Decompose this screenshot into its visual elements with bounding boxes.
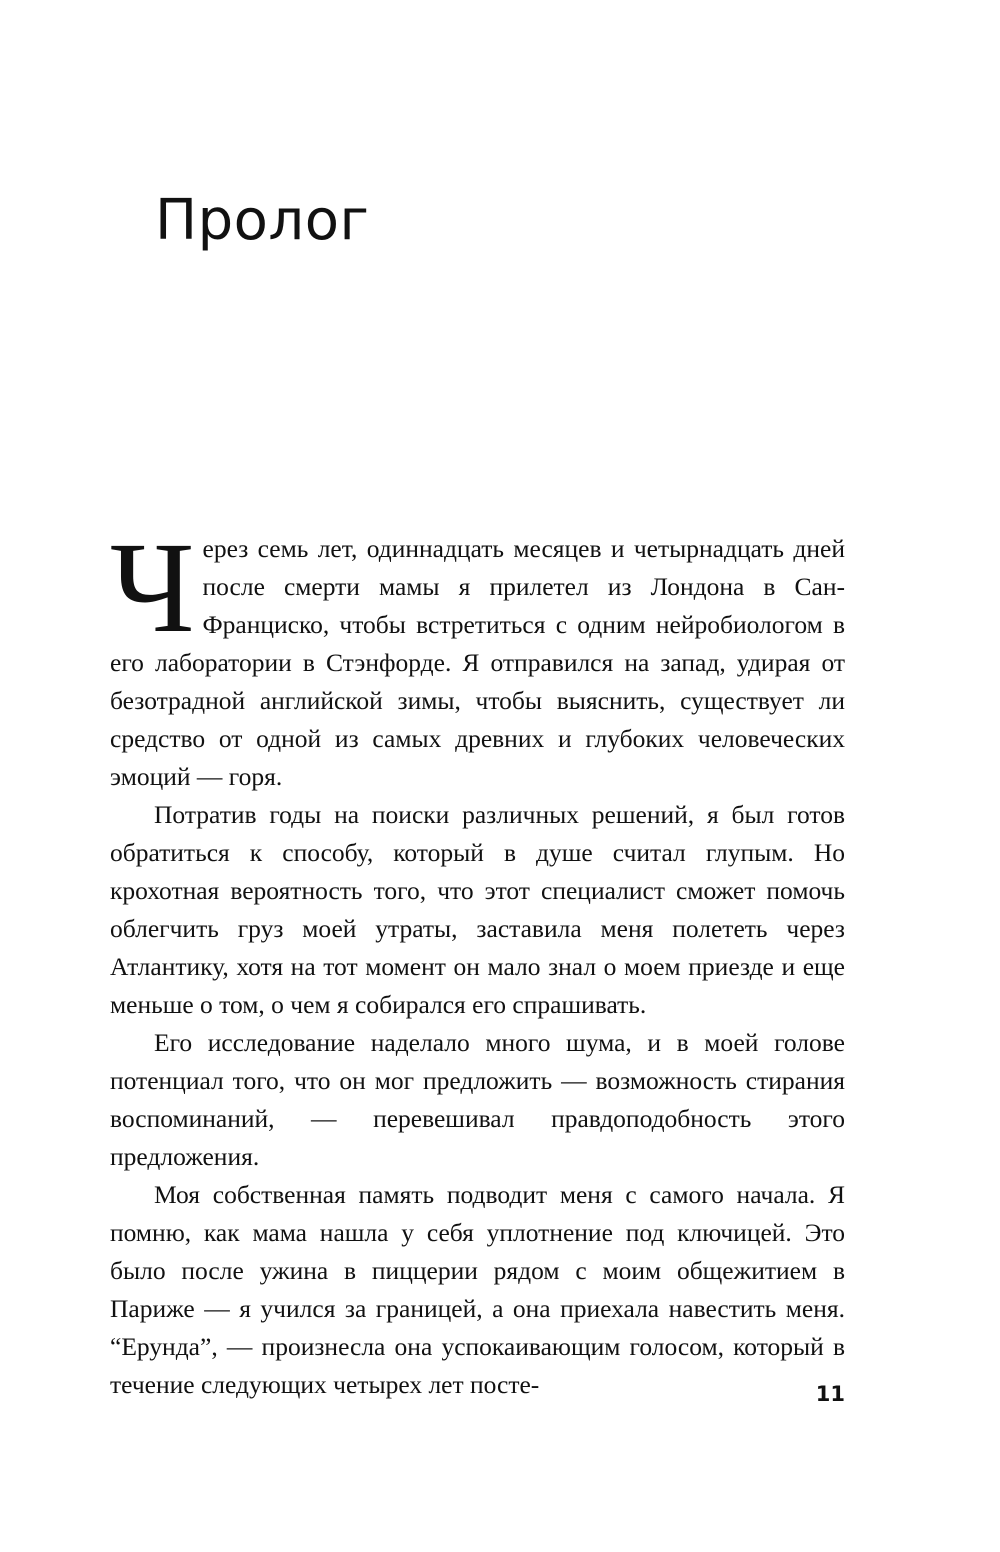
paragraph-1-text: ерез семь лет, одиннадцать месяцев и четырнадцать дней после смерти мамы я прилетел из Лондона в Сан-Франциско, чтобы встретиться с одним нейробиологом в его лаборатории в Стэнфорде. Я отправился на запад, удирая от безотрадной английской зимы, чтобы выяснить, существует ли средство от одной из самых древних и глубоких человеческих эмоций — горя. bbox=[110, 534, 845, 791]
page-number: 11 bbox=[815, 1382, 845, 1406]
paragraph-3 bbox=[110, 1024, 845, 1176]
paragraph-3-text: Его исследование наделало много шума, и в моей голове потенциал того, что он мог предложить — возможность стирания воспоминаний, — перевешивал правдоподобность этого предложения. bbox=[110, 1028, 845, 1171]
drop-cap: Ч bbox=[110, 516, 195, 660]
paragraph-1 bbox=[110, 516, 845, 796]
body-text bbox=[110, 516, 845, 1404]
paragraph-4-text: Моя собственная память подводит меня с самого начала. Я помню, как мама нашла у себя уплотнение под ключицей. Это было после ужина в пиццерии рядом с моим общежитием в Париже — я учился за границей, а она приехала навестить меня. “Ерунда”, — произнесла она успокаивающим голосом, который в течение следующих четырех лет посте- bbox=[110, 1180, 845, 1399]
paragraph-2 bbox=[110, 796, 845, 1024]
page-title: Пролог bbox=[155, 187, 370, 253]
paragraph-2-text: Потратив годы на поиски различных решений, я был готов обратиться к способу, который в душе считал глупым. Но крохотная вероятность того, что этот специалист сможет помочь облегчить груз моей утраты, заставила меня полететь через Атлантику, хотя на тот момент он мало знал о моем приезде и еще меньше о том, о чем я собирался его спрашивать. bbox=[110, 800, 845, 1019]
paragraph-4 bbox=[110, 1176, 845, 1404]
